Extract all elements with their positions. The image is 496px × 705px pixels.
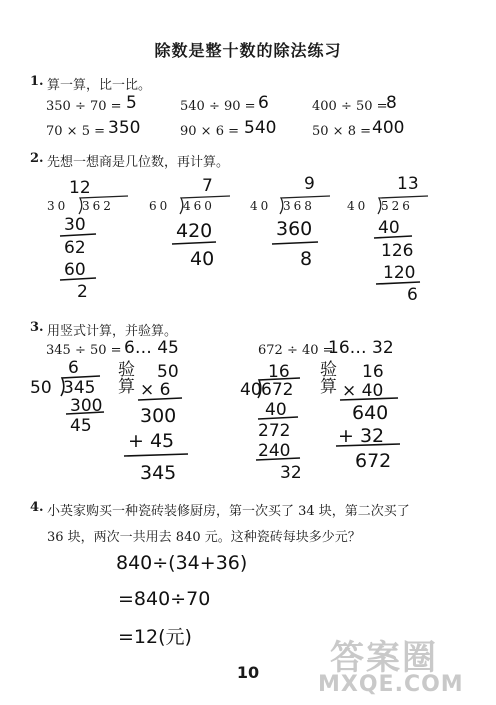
work-step: 40: [190, 248, 215, 270]
check-label: 验算: [320, 360, 337, 397]
dividend: 362: [82, 199, 114, 213]
quotient: 12: [69, 178, 91, 198]
q2-text: 先想一想商是几位数，再计算。: [47, 155, 230, 170]
quotient: 13: [397, 174, 419, 194]
work-step: 240: [258, 441, 291, 461]
q1-eq: 50 × 8 =: [312, 124, 371, 139]
q4-number: 4.: [30, 500, 44, 515]
work-step: 8: [300, 248, 313, 270]
work-step: 360: [276, 218, 313, 240]
q1-answer: 400: [372, 118, 405, 138]
q1-eq: 400 ÷ 50 =: [312, 99, 388, 114]
q1-eq: 70 × 5 =: [46, 124, 105, 139]
work-step: 60: [64, 260, 86, 280]
q1-answer: 6: [258, 93, 269, 113]
work-step: 40: [265, 400, 287, 420]
divisor: 40: [250, 199, 272, 213]
check-multiplier: × 6: [140, 380, 171, 400]
q4-text-line2: 36 块，两次一共用去 840 元。这种瓷砖每块多少元？: [47, 530, 361, 545]
q1-answer: 8: [386, 93, 397, 113]
q1-eq: 350 ÷ 70 =: [46, 99, 122, 114]
work-step: 32: [280, 463, 302, 483]
quotient: 9: [304, 174, 315, 194]
dividend: 460: [183, 199, 215, 213]
work-step: 30: [64, 215, 86, 235]
work-step: 126: [381, 241, 414, 261]
divisor: 40: [240, 380, 262, 400]
q3-problem: 672 ÷ 40 =: [258, 343, 334, 358]
q1-text: 算一算，比一比。: [47, 78, 152, 93]
divisor: 60: [149, 199, 171, 213]
dividend: 526: [381, 199, 413, 213]
q3-number: 3.: [30, 320, 44, 335]
q4-text-line1: 小英家购买一种瓷砖装修厨房，第一次买了 34 块，第二次买了: [47, 504, 410, 519]
dividend: 368: [283, 199, 315, 213]
check-product: 640: [352, 402, 389, 424]
check-top: 16: [362, 362, 384, 382]
watermark-logo: 答案圈: [330, 638, 438, 678]
q1-answer: 540: [244, 118, 277, 138]
divisor: 30: [47, 199, 69, 213]
watermark-url: MXQE.COM: [318, 672, 464, 697]
work-step: 6: [407, 285, 418, 305]
dividend: 672: [261, 380, 294, 400]
q1-answer: 5: [126, 93, 137, 113]
check-addend: + 32: [338, 425, 385, 447]
q3-problem: 345 ÷ 50 =: [46, 343, 122, 358]
work-step: 40: [378, 218, 400, 238]
q2-number: 2.: [30, 151, 44, 166]
page-title: 除数是整十数的除法练习: [154, 41, 342, 60]
q3-answer: 16… 32: [328, 338, 394, 358]
q1-number: 1.: [30, 74, 44, 89]
q1-eq: 90 × 6 =: [180, 124, 239, 139]
q3-text: 用竖式计算，并验算。: [47, 324, 178, 339]
quotient: 6: [68, 358, 79, 378]
quotient: 16: [268, 362, 290, 382]
work-step: 300: [70, 396, 103, 416]
quotient: 7: [202, 176, 213, 196]
check-top: 50: [157, 362, 179, 382]
dividend: 345: [63, 378, 96, 398]
check-result: 672: [355, 450, 392, 472]
check-multiplier: × 40: [342, 381, 384, 401]
divisor: 40: [347, 199, 369, 213]
q4-work-line: =840÷70: [118, 588, 211, 610]
work-step: 272: [258, 421, 291, 441]
work-step: 45: [70, 416, 92, 436]
check-addend: + 45: [128, 430, 175, 452]
divisor: 50: [30, 378, 52, 398]
work-step: 120: [383, 263, 416, 283]
page-number: 10: [236, 663, 260, 682]
q3-answer: 6… 45: [124, 338, 179, 358]
q4-work-line: =12(元): [118, 626, 192, 648]
check-label: 验算: [118, 360, 135, 397]
work-step: 62: [64, 238, 86, 258]
check-product: 300: [140, 405, 177, 427]
q4-work-line: 840÷(34+36): [116, 552, 248, 574]
work-step: 420: [176, 220, 213, 242]
q1-answer: 350: [108, 118, 141, 138]
work-step: 2: [77, 282, 88, 302]
check-result: 345: [140, 462, 177, 484]
q1-eq: 540 ÷ 90 =: [180, 99, 256, 114]
